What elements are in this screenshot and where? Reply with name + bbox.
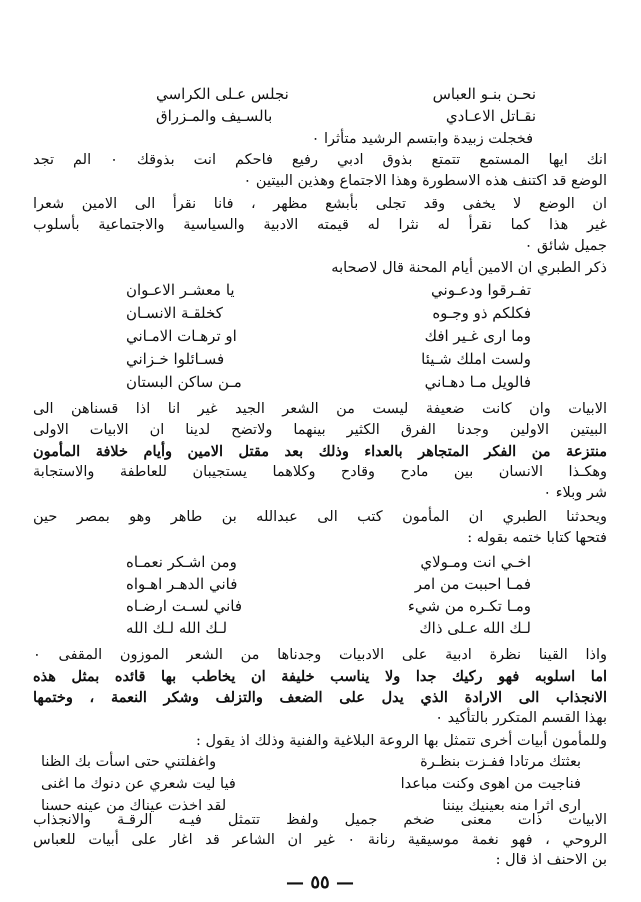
poem-1-verse-1-first-hemistich: نحـن بنـو العباس: [432, 85, 536, 103]
paragraph-1: [53, 129, 533, 150]
poem-3-verse-1-first-hemistich: اخـي انت ومـولاي: [420, 553, 531, 571]
paragraph-3-line-1: ان الوضع لا يخفى وقد تجلى بأبشع مظهر ، فانا نقرأ الى الامين شعرا: [33, 196, 607, 212]
paragraph-2-line-1: انك ايها المستمع تتمتع بذوق ادبي رفيع فاحكم انت بذوقك ٠ الم تجد: [33, 152, 607, 168]
poem-3-verse-3-second-hemistich: فاني لسـت ارضـاه: [126, 597, 243, 615]
poem-3-verse-2-first-hemistich: فمـا احببت من امر: [414, 575, 531, 593]
poem-2-verse-2-first-hemistich: فكلكم ذو وجـوه: [432, 304, 531, 322]
paragraph-7-line-4: بهذا القسم المتكرر بالتأكيد ٠: [435, 710, 607, 726]
poem-1-couplet-1: [156, 85, 536, 103]
poem-2-verse-1-second-hemistich: يا معشـر الاعـوان: [126, 281, 235, 299]
paragraph-9-line-2: الروحي ، فهو نغمة موسيقية رنانة ٠ غير ان الشاعر قد اغار على أبيات للعباس: [33, 832, 607, 848]
paragraph-7: [33, 645, 607, 729]
poem-3-couplet-4: [126, 619, 531, 637]
paragraph-5-line-3: منتزعة من الفكر المتجاهر بالعداء وذلك بعد مقتل الامين وأيام خلافة المأمون: [33, 443, 607, 460]
poem-2-verse-3-second-hemistich: او ترهـات الامـاني: [126, 327, 237, 345]
poem-4-couplet-1: [41, 754, 581, 770]
poem-2-verse-1-first-hemistich: تفـرقوا ودعـوني: [431, 281, 531, 299]
poem-2-verse-2-second-hemistich: كخلقـة الانسـان: [126, 304, 223, 322]
poem-4-verse-2-first-hemistich: فناجيت من اهوى وكنت مباعدا: [400, 776, 581, 792]
paragraph-5: [33, 399, 607, 504]
poem-3-couplet-3: [126, 597, 531, 615]
poem-2-verse-4-second-hemistich: فسـائلوا خـزاني: [126, 350, 225, 368]
poem-1-verse-1-second-hemistich: نجلس عـلى الكراسي: [156, 85, 289, 103]
paragraph-6-line-2: فتحها كتابا ختمه بقوله :: [467, 530, 607, 546]
paragraph-2-line-2: الوضع قد اكتنف هذه الاسطورة وهذا الاجتماع وهذين البيتين ٠: [243, 173, 607, 189]
poem-2-couplet-5: [126, 373, 531, 391]
paragraph-5-line-2: البيتين الاولين وجدنا الفرق الكثير بينهما ولاتضح لدينا ان الابيات الاولى: [33, 422, 607, 438]
poem-1-verse-2-second-hemistich: بالسـيف والمـزراق: [156, 107, 273, 125]
poem-3-couplet-2: [126, 575, 531, 593]
paragraph-7-line-1: واذا القينا نظرة ادبية على الادبيات وجدناها من الشعر الموزون المقفى ٠: [33, 647, 607, 663]
paragraph-7-line-2: اما اسلوبه فهو ركيك جدا ولا يناسب خليفة ان يخاطب بها قائده بمثل هذه: [33, 668, 607, 685]
poem-4-couplet-2: [41, 776, 581, 792]
poem-3-verse-2-second-hemistich: فاني الدهـر اهـواه: [126, 575, 238, 593]
poem-4-verse-1-first-hemistich: بعثتك مرتادا ففـزت بنظـرة: [420, 754, 581, 770]
paragraph-5-line-5: شر وبلاء ٠: [543, 485, 607, 501]
paragraph-9: [33, 810, 607, 870]
poem-4-verse-1-second-hemistich: واغفلتني حتى اسأت بك الظنا: [41, 754, 217, 770]
paragraph-3-line-2: غير هذا كما نقرأ له نثرا له قيمته الادبية والسياسية والاجتماعية بأسلوب: [33, 217, 607, 233]
paragraph-6-line-1: ويحدثنا الطبري ان المأمون كتب الى عبدالله بن طاهر وهو بمصر حين: [33, 509, 607, 525]
poem-3-verse-1-second-hemistich: ومن اشـكر نعمـاه: [126, 553, 237, 571]
page-number: — ٥٥ —: [286, 872, 354, 893]
paragraph-5-line-1: الابيات وان كانت ضعيفة ليست من الشعر الجيد غير انا اذا قسناهن الى: [33, 401, 607, 417]
paragraph-3: [33, 194, 607, 257]
poem-2-couplet-1: [126, 281, 531, 299]
poem-2-couplet-3: [126, 327, 531, 345]
poem-3-verse-3-first-hemistich: ومـا تكـره من شيء: [407, 597, 531, 615]
paragraph-8: [33, 731, 607, 752]
poem-2-verse-5-first-hemistich: فالويل مـا دهـاني: [424, 373, 531, 391]
paragraph-8-line-1: وللمأمون أبيات أخرى تتمثل بها الروعة البلاغية والفنية وذلك اذ يقول :: [195, 733, 607, 749]
poem-3-verse-4-second-hemistich: لـك الله لـك الله: [126, 619, 228, 637]
poem-2-verse-3-first-hemistich: وما ارى غـير افك: [424, 327, 531, 345]
paragraph-7-line-3: الانجذاب الى الارادة الذي يدل على الضعف والتزلف وشكر النعمة ، وختمها: [33, 689, 607, 706]
paragraph-4-line-1: ذكر الطبري ان الامين أيام المحنة قال لاصحابه: [331, 260, 607, 276]
paragraph-5-line-4: وهكـذا الانسان بين مادح وقادح وكلاهما يستجيبان للعاطفة والاستجابة: [33, 464, 607, 480]
paragraph-3-line-3: جميل شائق ٠: [524, 238, 607, 254]
paragraph-4: [33, 258, 607, 279]
poem-4-verse-3-second-hemistich: لقد اخذت عيناك من عينه حسنا: [41, 798, 227, 814]
paragraph-9-line-1: الابيات ذات معنى ضخم جميل ولفظ تتمثل فيـه الرقـة والانجذاب: [33, 812, 607, 828]
paragraph-1-line-1: فخجلت زبيدة وابتسم الرشيد متأثرا ٠: [311, 131, 533, 147]
poem-4-verse-3-first-hemistich: ارى اثرا منه بعينيك بيننا: [442, 798, 581, 814]
poem-3-verse-4-first-hemistich: لـك الله عـلى ذاك: [419, 619, 531, 637]
poem-2-verse-4-first-hemistich: ولست املك شـيئا: [421, 350, 531, 368]
poem-1-verse-2-first-hemistich: نقـاتل الاعـادي: [445, 107, 536, 125]
poem-2-couplet-4: [126, 350, 531, 368]
paragraph-6: [33, 507, 607, 549]
poem-4-verse-2-second-hemistich: فيا ليت شعري عن دنوك ما اغنى: [41, 776, 236, 792]
paragraph-2: [33, 150, 607, 192]
poem-1-couplet-2: [156, 107, 536, 125]
poem-3-couplet-1: [126, 553, 531, 571]
poem-2-couplet-2: [126, 304, 531, 322]
paragraph-9-line-3: بن الاحنف اذ قال :: [495, 852, 607, 868]
poem-2-verse-5-second-hemistich: مـن ساكن البستان: [126, 373, 242, 391]
